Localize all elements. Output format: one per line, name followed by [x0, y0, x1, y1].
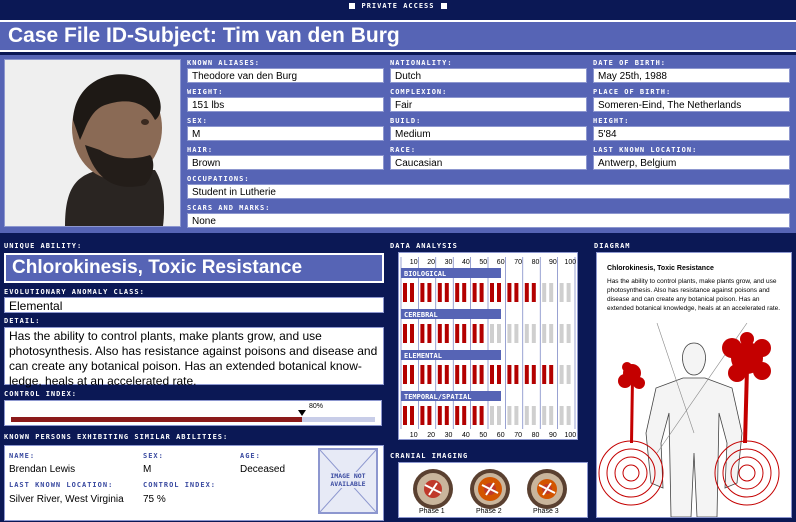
- height-field: 5'84: [593, 126, 790, 141]
- subject-photo: [4, 59, 181, 227]
- diagram-text: Has the ability to control plants, make plants grow, and use photosynthesis. Also has resistance against poisons and disease and can create any botanical poison. Has an extended botanical knowledge, heals at an accelerated rate.: [607, 278, 781, 312]
- tick-label-bottom: 60: [496, 432, 505, 439]
- bar-segment: [497, 283, 501, 302]
- bar-segment: [532, 324, 536, 343]
- bar-segment: [410, 365, 414, 384]
- bar-segment: [427, 283, 431, 302]
- control-index-value: 80%: [309, 403, 324, 410]
- case-file-title-bar: [0, 20, 796, 52]
- data-analysis-svg: [399, 253, 577, 439]
- location-field: Antwerp, Belgium: [593, 155, 790, 170]
- bar-segment: [507, 324, 511, 343]
- row-header-label: TEMPORAL/SPATIAL: [404, 393, 472, 401]
- scars-field: None: [187, 213, 790, 228]
- aliases-label: KNOWN ALIASES:: [187, 59, 261, 67]
- ability-name: Chlorokinesis, Toxic Resistance: [12, 257, 303, 278]
- anomaly-class-label: EVOLUTIONARY ANOMALY CLASS:: [4, 288, 145, 296]
- private-access-label: PRIVATE ACCESS: [361, 2, 435, 10]
- bar-segment: [507, 283, 511, 302]
- bar-segment: [560, 324, 564, 343]
- tick-label-top: 10: [409, 259, 418, 266]
- control-index-gauge: [4, 400, 382, 426]
- height-label: HEIGHT:: [593, 117, 630, 125]
- tick-label-bottom: 10: [409, 432, 418, 439]
- bar-segment: [480, 406, 484, 425]
- tick-label-top: 70: [514, 259, 522, 266]
- bar-segment: [403, 324, 407, 343]
- bar-segment: [514, 406, 518, 425]
- bar-segment: [525, 324, 529, 343]
- hair-field: Brown: [187, 155, 384, 170]
- known-persons-label: KNOWN PERSONS EXHIBITING SIMILAR ABILITIES:: [4, 433, 229, 441]
- phase-3-label: Phase 3: [533, 508, 559, 515]
- bar-segment: [532, 283, 536, 302]
- bar-segment: [410, 283, 414, 302]
- pob-field: Someren-Eind, The Netherlands: [593, 97, 790, 112]
- kp-sex-label: SEX:: [143, 452, 164, 460]
- gauge-marker-icon: [298, 410, 306, 416]
- tick-label-top: 20: [427, 259, 435, 266]
- bar-segment: [567, 406, 571, 425]
- private-access-bar: [0, 0, 796, 16]
- build-field: Medium: [390, 126, 587, 141]
- bar-segment: [473, 406, 477, 425]
- bar-segment: [420, 283, 424, 302]
- tick-label-bottom: 90: [549, 432, 557, 439]
- bar-segment: [490, 324, 494, 343]
- bar-segment: [490, 283, 494, 302]
- tick-label-bottom: 40: [462, 432, 470, 439]
- bar-segment: [525, 406, 529, 425]
- race-label: RACE:: [390, 146, 417, 154]
- bar-segment: [438, 406, 442, 425]
- bar-segment: [542, 365, 546, 384]
- tick-label-bottom: 80: [531, 432, 540, 439]
- tick-label-bottom: 70: [514, 432, 522, 439]
- sex-field: M: [187, 126, 384, 141]
- bar-segment: [497, 324, 501, 343]
- control-index-label: CONTROL INDEX:: [4, 390, 78, 398]
- bar-segment: [542, 283, 546, 302]
- bar-segment: [525, 283, 529, 302]
- bar-segment: [403, 406, 407, 425]
- diagram-label: DIAGRAM: [594, 242, 631, 250]
- square-icon: [349, 3, 355, 9]
- bar-segment: [542, 406, 546, 425]
- bar-segment: [403, 365, 407, 384]
- unique-ability-label: UNIQUE ABILITY:: [4, 242, 83, 250]
- bar-segment: [549, 406, 553, 425]
- bar-segment: [410, 406, 414, 425]
- race-field: Caucasian: [390, 155, 587, 170]
- kp-age-value: Deceased: [240, 464, 286, 475]
- bar-segment: [473, 283, 477, 302]
- tick-label-bottom: 20: [427, 432, 435, 439]
- complexion-field: Fair: [390, 97, 587, 112]
- bar-segment: [497, 406, 501, 425]
- bar-segment: [567, 324, 571, 343]
- bar-segment: [438, 365, 442, 384]
- tick-label-bottom: 50: [479, 432, 488, 439]
- bar-segment: [455, 406, 459, 425]
- row-header-label: ELEMENTAL: [404, 352, 442, 360]
- detail-label: DETAIL:: [4, 317, 41, 325]
- bar-segment: [445, 365, 449, 384]
- bar-segment: [420, 365, 424, 384]
- hair-label: HAIR:: [187, 146, 214, 154]
- tick-label-top: 60: [496, 259, 505, 266]
- scars-label: SCARS AND MARKS:: [187, 204, 271, 212]
- tick-label-bottom: 100: [564, 432, 577, 439]
- bar-segment: [549, 365, 553, 384]
- tick-label-top: 90: [549, 259, 557, 266]
- bar-segment: [567, 283, 571, 302]
- dob-field: May 25th, 1988: [593, 68, 790, 83]
- bar-segment: [462, 406, 466, 425]
- bar-segment: [514, 324, 518, 343]
- kp-sex-value: M: [143, 464, 152, 475]
- bar-segment: [438, 324, 442, 343]
- location-label: LAST KNOWN LOCATION:: [593, 146, 698, 154]
- bar-segment: [427, 365, 431, 384]
- kp-control-label: CONTROL INDEX:: [143, 481, 217, 489]
- bar-segment: [532, 406, 536, 425]
- gauge-fill: [11, 417, 302, 422]
- kp-name-value: Brendan Lewis: [9, 464, 76, 475]
- bar-segment: [490, 406, 494, 425]
- bar-segment: [473, 365, 477, 384]
- square-icon: [441, 3, 447, 9]
- bar-segment: [455, 324, 459, 343]
- bar-segment: [480, 324, 484, 343]
- detail-text: Has the ability to control plants, make plants grow, and use photosynthesis. Also has resistance against poisons and disease and can create any botanical poison. Has an extended botanical know-ledge, heals at an accelerated rate.: [4, 327, 384, 385]
- tick-label-top: 80: [531, 259, 540, 266]
- dob-label: DATE OF BIRTH:: [593, 59, 667, 67]
- bar-segment: [507, 406, 511, 425]
- cranial-imaging-panel: [398, 462, 588, 518]
- pob-label: PLACE OF BIRTH:: [593, 88, 672, 96]
- page-title: Case File ID-Subject: Tim van den Burg: [8, 24, 400, 47]
- bar-segment: [532, 365, 536, 384]
- bar-segment: [567, 365, 571, 384]
- bar-segment: [427, 406, 431, 425]
- phase-2-label: Phase 2: [476, 508, 502, 515]
- kp-name-label: NAME:: [9, 452, 36, 460]
- tick-label-top: 40: [462, 259, 470, 266]
- complexion-label: COMPLEXION:: [390, 88, 448, 96]
- row-header-label: CEREBRAL: [404, 311, 438, 319]
- tick-label-top: 30: [444, 259, 453, 266]
- kp-location-label: LAST KNOWN LOCATION:: [9, 481, 114, 489]
- no-image-text: IMAGE NOT AVAILABLE: [323, 472, 373, 488]
- bar-segment: [480, 283, 484, 302]
- kp-control-value: 75 %: [143, 494, 166, 505]
- bar-segment: [462, 283, 466, 302]
- bar-segment: [497, 365, 501, 384]
- bar-segment: [403, 283, 407, 302]
- bar-segment: [549, 324, 553, 343]
- bar-segment: [455, 283, 459, 302]
- anomaly-class-field: Elemental: [4, 297, 384, 313]
- bar-segment: [514, 365, 518, 384]
- bar-segment: [462, 365, 466, 384]
- occupations-field: Student in Lutherie: [187, 184, 790, 199]
- sex-label: SEX:: [187, 117, 208, 125]
- weight-label: WEIGHT:: [187, 88, 224, 96]
- bar-segment: [455, 365, 459, 384]
- phase-1-label: Phase 1: [419, 508, 445, 515]
- bar-segment: [490, 365, 494, 384]
- tick-label-top: 50: [479, 259, 488, 266]
- portrait-image: [5, 60, 180, 226]
- body-diagram-panel: [596, 252, 792, 518]
- image-not-available: [318, 448, 378, 514]
- body-outline-icon: [597, 323, 791, 517]
- bar-segment: [427, 324, 431, 343]
- kp-age-label: AGE:: [240, 452, 261, 460]
- diagram-title: Chlorokinesis, Toxic Resistance: [607, 265, 714, 272]
- aliases-field: Theodore van den Burg: [187, 68, 384, 83]
- data-analysis-label: DATA ANALYSIS: [390, 242, 458, 250]
- bar-segment: [549, 283, 553, 302]
- bar-segment: [462, 324, 466, 343]
- nationality-label: NATIONALITY:: [390, 59, 453, 67]
- bar-segment: [480, 365, 484, 384]
- data-analysis-chart: [398, 252, 578, 440]
- tick-label-top: 100: [564, 259, 577, 266]
- occupations-label: OCCUPATIONS:: [187, 175, 250, 183]
- ability-name-box: [4, 253, 384, 283]
- cranial-imaging-label: CRANIAL IMAGING: [390, 452, 469, 460]
- bar-segment: [514, 283, 518, 302]
- bar-segment: [445, 283, 449, 302]
- bar-segment: [410, 324, 414, 343]
- nationality-field: Dutch: [390, 68, 587, 83]
- bar-segment: [560, 283, 564, 302]
- row-header-label: BIOLOGICAL: [404, 270, 447, 278]
- bar-segment: [420, 406, 424, 425]
- bar-segment: [525, 365, 529, 384]
- bar-segment: [438, 283, 442, 302]
- kp-location-value: Silver River, West Virginia: [9, 494, 124, 505]
- bar-segment: [445, 324, 449, 343]
- bar-segment: [542, 324, 546, 343]
- bar-segment: [560, 365, 564, 384]
- bar-segment: [507, 365, 511, 384]
- bar-segment: [473, 324, 477, 343]
- build-label: BUILD:: [390, 117, 422, 125]
- tick-label-bottom: 30: [444, 432, 453, 439]
- bar-segment: [420, 324, 424, 343]
- bar-segment: [560, 406, 564, 425]
- bar-segment: [445, 406, 449, 425]
- weight-field: 151 lbs: [187, 97, 384, 112]
